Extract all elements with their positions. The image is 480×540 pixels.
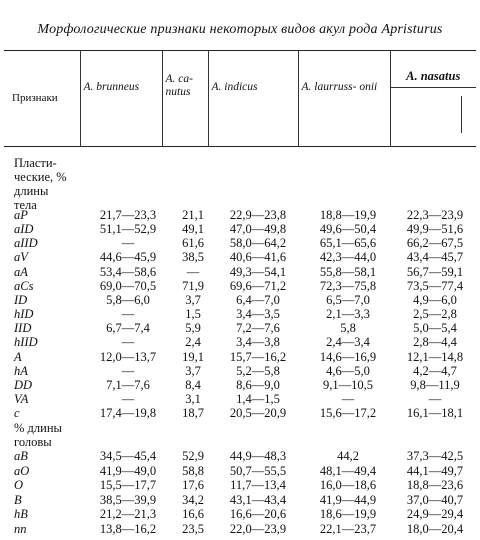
table-cell: 18,7 — [182, 406, 204, 421]
table-cell: 9,1—10,5 — [323, 377, 373, 392]
table-cell: 4,6—5,0 — [326, 363, 370, 378]
table-cell: 6,7—7,4 — [106, 321, 150, 336]
header-species-indicus: A. indicus — [208, 51, 298, 147]
row-label: hID — [14, 307, 34, 322]
row-label: aB — [14, 449, 28, 463]
table-cell: 44,9—48,3 — [229, 449, 287, 463]
table-cell: 71,9 — [182, 278, 204, 293]
table-cell: 5,2—5,8 — [236, 363, 280, 378]
table-cell: 18,8—23,6 — [406, 478, 464, 493]
table-cell: 41,9—44,9 — [319, 492, 377, 507]
table-cell: 66,2—67,5 — [406, 236, 464, 251]
table-cell: 21,2—21,3 — [99, 507, 157, 522]
header-species-nasatus: A. nasatus — [391, 65, 477, 88]
table-cell: 44,1—49,7 — [406, 463, 464, 478]
table-cell: 38,5—39,9 — [99, 492, 157, 507]
table-cell: 5,8—6,0 — [106, 292, 150, 307]
row-label: hB — [14, 507, 28, 522]
table-cell: 6,5—7,0 — [326, 292, 370, 307]
table-cell: — — [121, 236, 135, 251]
table-header — [4, 50, 476, 147]
table-cell: 13,8—16,2 — [99, 522, 157, 536]
section-head-label: % длины головы — [14, 421, 62, 449]
table-cell: 42,3—44,0 — [319, 250, 377, 265]
table-cell: 8,4 — [185, 377, 201, 392]
table-cell: — — [428, 391, 442, 406]
table-cell: 16,1—18,1 — [406, 406, 464, 421]
table-cell: 48,1—49,4 — [319, 463, 377, 478]
table-cell: 14,6—16,9 — [319, 349, 377, 364]
row-label: ID — [14, 292, 28, 307]
table-row — [0, 463, 480, 479]
table-cell: 8,6—9,0 — [236, 377, 280, 392]
table-cell: 65,1—65,6 — [319, 236, 377, 251]
table-cell: 15,6—17,2 — [319, 406, 377, 421]
table-cell: 16,0—18,6 — [319, 478, 377, 493]
table-cell: 58,8 — [182, 463, 204, 478]
table-cell: 43,1—43,4 — [229, 492, 287, 507]
table-cell: 7,2—7,6 — [236, 321, 280, 336]
table-caption: Морфологические признаки некоторых видов акул рода Apristurus — [37, 22, 443, 37]
header-divider — [461, 96, 477, 133]
table-cell: 49,1 — [182, 222, 204, 237]
table-row — [0, 506, 480, 522]
table-cell: 58,0—64,2 — [229, 236, 287, 251]
table-cell: — — [121, 391, 135, 406]
table-cell: 49,3—54,1 — [229, 264, 287, 279]
table-cell: 7,1—7,6 — [106, 377, 150, 392]
table-cell: 3,7 — [185, 363, 201, 378]
row-label: hA — [14, 363, 28, 378]
table-cell: 61,6 — [182, 236, 204, 251]
table-cell: 3,4—3,5 — [236, 307, 280, 322]
table-cell: 18,8—19,9 — [319, 208, 377, 222]
table-cell: — — [121, 307, 135, 322]
table-cell: 2,4—3,4 — [326, 335, 370, 350]
row-label: O — [14, 478, 24, 493]
table-row — [0, 477, 480, 493]
table-cell: 6,4—7,0 — [236, 292, 280, 307]
table-cell: 3,4—3,8 — [236, 335, 280, 350]
row-label: aA — [14, 264, 28, 279]
row-label: hIID — [14, 335, 38, 350]
table-cell: 21,7—23,3 — [99, 208, 157, 222]
table-cell: — — [121, 335, 135, 350]
header-species-canutus: A. ca- nutus — [162, 51, 208, 147]
table-cell: 15,5—17,7 — [99, 478, 157, 493]
table-cell: 4,9—6,0 — [413, 292, 457, 307]
table-cell: 37,0—40,7 — [406, 492, 464, 507]
table-cell: 5,9 — [185, 321, 201, 336]
table-cell: 1,4—1,5 — [236, 391, 280, 406]
table-cell: 17,4—19,8 — [99, 406, 157, 421]
table-cell: — — [121, 363, 135, 378]
table-row — [0, 492, 480, 508]
table-cell: — — [341, 391, 355, 406]
table-cell: 69,0—70,5 — [99, 278, 157, 293]
row-label: aP — [14, 208, 28, 222]
table-cell: 12,1—14,8 — [406, 349, 464, 364]
row-label: B — [14, 492, 22, 507]
table-cell: 18,6—19,9 — [319, 507, 377, 522]
table-cell: 12,0—13,7 — [99, 349, 157, 364]
table-cell: 20,5—20,9 — [229, 406, 287, 421]
table-cell: 53,4—58,6 — [99, 264, 157, 279]
table-cell: — — [186, 264, 200, 279]
table-cell: 16,6—20,6 — [229, 507, 287, 522]
row-label: aO — [14, 463, 30, 478]
table-cell: 55,8—58,1 — [319, 264, 377, 279]
table-cell: 41,9—49,0 — [99, 463, 157, 478]
table-cell: 3,7 — [185, 292, 201, 307]
table-cell: 22,9—23,8 — [229, 208, 287, 222]
table-cell: 50,7—55,5 — [229, 463, 287, 478]
table-cell: 49,9—51,6 — [406, 222, 464, 237]
table-cell: 23,5 — [182, 522, 204, 536]
table-cell: 1,5 — [185, 307, 201, 322]
table-cell: 22,1—23,7 — [319, 522, 377, 536]
table-cell: 69,6—71,2 — [229, 278, 287, 293]
table-cell: 44,6—45,9 — [99, 250, 157, 265]
table-cell: 18,0—20,4 — [406, 522, 464, 536]
section-plastic-label: Пласти- ческие, % длины тела — [14, 156, 67, 212]
table-cell: 5,0—5,4 — [413, 321, 457, 336]
table-cell: 37,3—42,5 — [406, 449, 464, 463]
table-cell: 17,6 — [182, 478, 204, 493]
table-cell: 43,4—45,7 — [406, 250, 464, 265]
table-cell: 24,9—29,4 — [406, 507, 464, 522]
table-cell: 11,7—13,4 — [230, 478, 286, 493]
table-cell: 38,5 — [182, 250, 204, 265]
header-species-brunneus: A. brunneus — [80, 51, 162, 147]
table-cell: 52,9 — [182, 449, 204, 463]
table-cell: 47,0—49,8 — [229, 222, 287, 237]
header-traits: Признаки — [12, 92, 58, 104]
table-cell: 5,8 — [340, 321, 356, 336]
table-cell: 73,5—77,4 — [406, 278, 464, 293]
table-cell: 2,5—2,8 — [413, 307, 457, 322]
table-cell: 40,6—41,6 — [229, 250, 287, 265]
table-cell: 19,1 — [182, 349, 204, 364]
row-label: aCs — [14, 278, 34, 293]
table-cell: 34,5—45,4 — [99, 449, 157, 463]
table-cell: 4,2—4,7 — [413, 363, 457, 378]
table-cell: 2,8—4,4 — [413, 335, 457, 350]
table-cell: 9,8—11,9 — [410, 377, 460, 392]
table-cell: 22,0—23,9 — [229, 522, 287, 536]
row-label: IID — [14, 321, 32, 336]
table-cell: 22,3—23,9 — [406, 208, 464, 222]
table-cell: 56,7—59,1 — [406, 264, 464, 279]
table-row — [0, 521, 480, 537]
header-species-laurussonii: A. laurruss- onii — [298, 51, 390, 147]
table-row — [0, 405, 480, 421]
header-species-nasatus-cell — [390, 51, 476, 147]
row-label: aID — [14, 222, 34, 237]
table-cell: 49,6—50,4 — [319, 222, 377, 237]
table-cell: 2,1—3,3 — [326, 307, 370, 322]
table-cell: 72,3—75,8 — [319, 278, 377, 293]
row-label: nn — [14, 522, 27, 536]
table-row — [0, 448, 480, 464]
row-label: A — [14, 349, 22, 364]
table-cell: 3,1 — [185, 391, 201, 406]
table-cell: 34,2 — [182, 492, 204, 507]
row-label: aIID — [14, 236, 38, 251]
table-cell: 15,7—16,2 — [229, 349, 287, 364]
table-cell: 44,2 — [337, 449, 359, 463]
row-label: aV — [14, 250, 28, 265]
row-label: c — [14, 406, 20, 421]
row-label: DD — [14, 377, 33, 392]
table-cell: 16,6 — [182, 507, 204, 522]
row-label: VA — [14, 391, 29, 406]
table-cell: 21,1 — [182, 208, 204, 222]
table-cell: 51,1—52,9 — [99, 222, 157, 237]
table-cell: 2,4 — [185, 335, 201, 350]
